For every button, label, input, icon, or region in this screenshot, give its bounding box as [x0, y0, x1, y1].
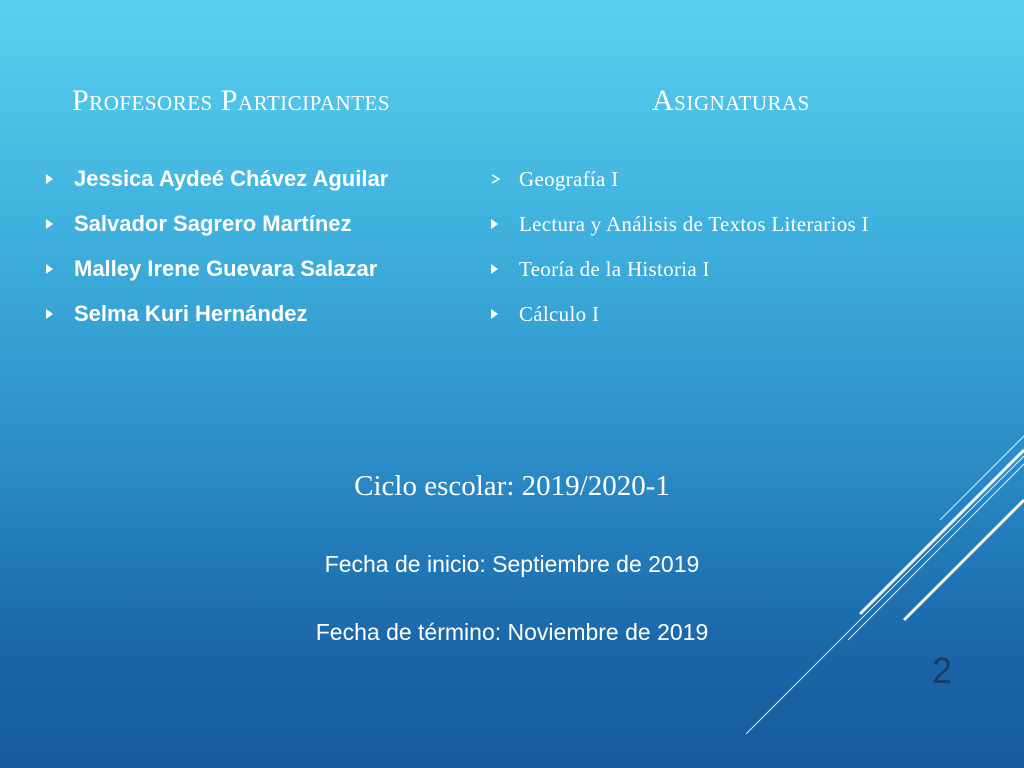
- end-date: Fecha de término: Noviembre de 2019: [315, 619, 709, 645]
- start-date: Fecha de inicio: Septiembre de 2019: [324, 551, 700, 577]
- subject-name: Teoría de la Historia I: [519, 257, 710, 281]
- professor-name: Selma Kuri Hernández: [74, 301, 308, 326]
- subject-name: Lectura y Análisis de Textos Literarios I: [519, 212, 869, 236]
- school-cycle-text: Ciclo escolar: 2019/2020-1: [354, 470, 670, 502]
- professor-name: Salvador Sagrero Martínez: [74, 211, 352, 236]
- decorative-line: [860, 450, 1024, 614]
- decorative-line: [848, 464, 1024, 640]
- subject-name: Cálculo I: [519, 302, 600, 326]
- professor-name: Malley Irene Guevara Salazar: [74, 256, 378, 281]
- decorative-line: [940, 436, 1024, 520]
- decorative-line: [746, 456, 1024, 734]
- professor-name: Jessica Aydeé Chávez Aguilar: [74, 166, 389, 191]
- page-number: 2: [932, 650, 953, 691]
- decorative-line: [904, 500, 1024, 620]
- subjects-heading: Asignaturas: [652, 84, 810, 117]
- subject-name: Geografía I: [519, 167, 619, 191]
- professors-heading: Profesores Participantes: [72, 84, 391, 117]
